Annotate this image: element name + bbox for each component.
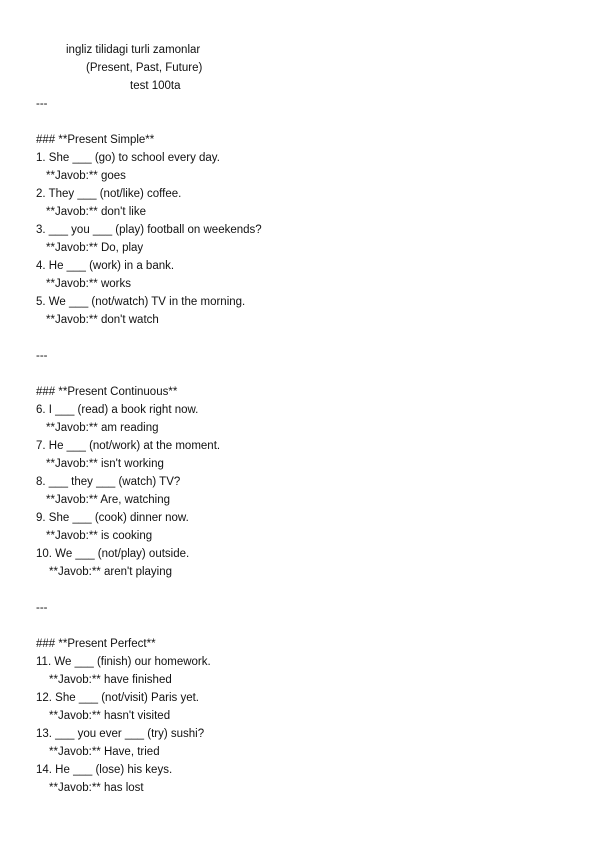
answer: **Javob:** hasn't visited <box>49 710 171 722</box>
question: 10. We ___ (not/play) outside. <box>36 548 190 560</box>
question: 12. She ___ (not/visit) Paris yet. <box>36 692 199 704</box>
doc-test-count: test 100ta <box>130 80 181 92</box>
section-heading-present-perfect: ### **Present Perfect** <box>36 638 156 650</box>
answer: **Javob:** Do, play <box>46 242 144 254</box>
answer: **Javob:** goes <box>46 170 126 182</box>
section-heading-present-simple: ### **Present Simple** <box>36 134 155 146</box>
answer: **Javob:** works <box>46 278 132 290</box>
answer: **Javob:** isn't working <box>46 458 164 470</box>
question: 4. He ___ (work) in a bank. <box>36 260 175 272</box>
doc-title: ingliz tilidagi turli zamonlar <box>66 44 201 56</box>
answer: **Javob:** don't like <box>46 206 147 218</box>
doc-subtitle: (Present, Past, Future) <box>86 62 203 74</box>
question: 9. She ___ (cook) dinner now. <box>36 512 189 524</box>
answer: **Javob:** aren't playing <box>49 566 173 578</box>
divider: --- <box>36 602 48 614</box>
question: 3. ___ you ___ (play) football on weekends? <box>36 224 262 236</box>
question: 11. We ___ (finish) our homework. <box>36 656 211 668</box>
question: 5. We ___ (not/watch) TV in the morning. <box>36 296 246 308</box>
divider: --- <box>36 98 48 110</box>
answer: **Javob:** don't watch <box>46 314 159 326</box>
question: 8. ___ they ___ (watch) TV? <box>36 476 181 488</box>
question: 14. He ___ (lose) his keys. <box>36 764 173 776</box>
question: 6. I ___ (read) a book right now. <box>36 404 199 416</box>
question: 7. He ___ (not/work) at the moment. <box>36 440 221 452</box>
answer: **Javob:** has lost <box>49 782 144 794</box>
answer: **Javob:** have finished <box>49 674 172 686</box>
answer: **Javob:** is cooking <box>46 530 153 542</box>
answer: **Javob:** am reading <box>46 422 159 434</box>
section-heading-present-continuous: ### **Present Continuous** <box>36 386 178 398</box>
question: 13. ___ you ever ___ (try) sushi? <box>36 728 205 740</box>
answer: **Javob:** Have, tried <box>49 746 160 758</box>
divider: --- <box>36 350 48 362</box>
answer: **Javob:** Are, watching <box>46 494 171 506</box>
question: 1. She ___ (go) to school every day. <box>36 152 220 164</box>
question: 2. They ___ (not/like) coffee. <box>36 188 182 200</box>
